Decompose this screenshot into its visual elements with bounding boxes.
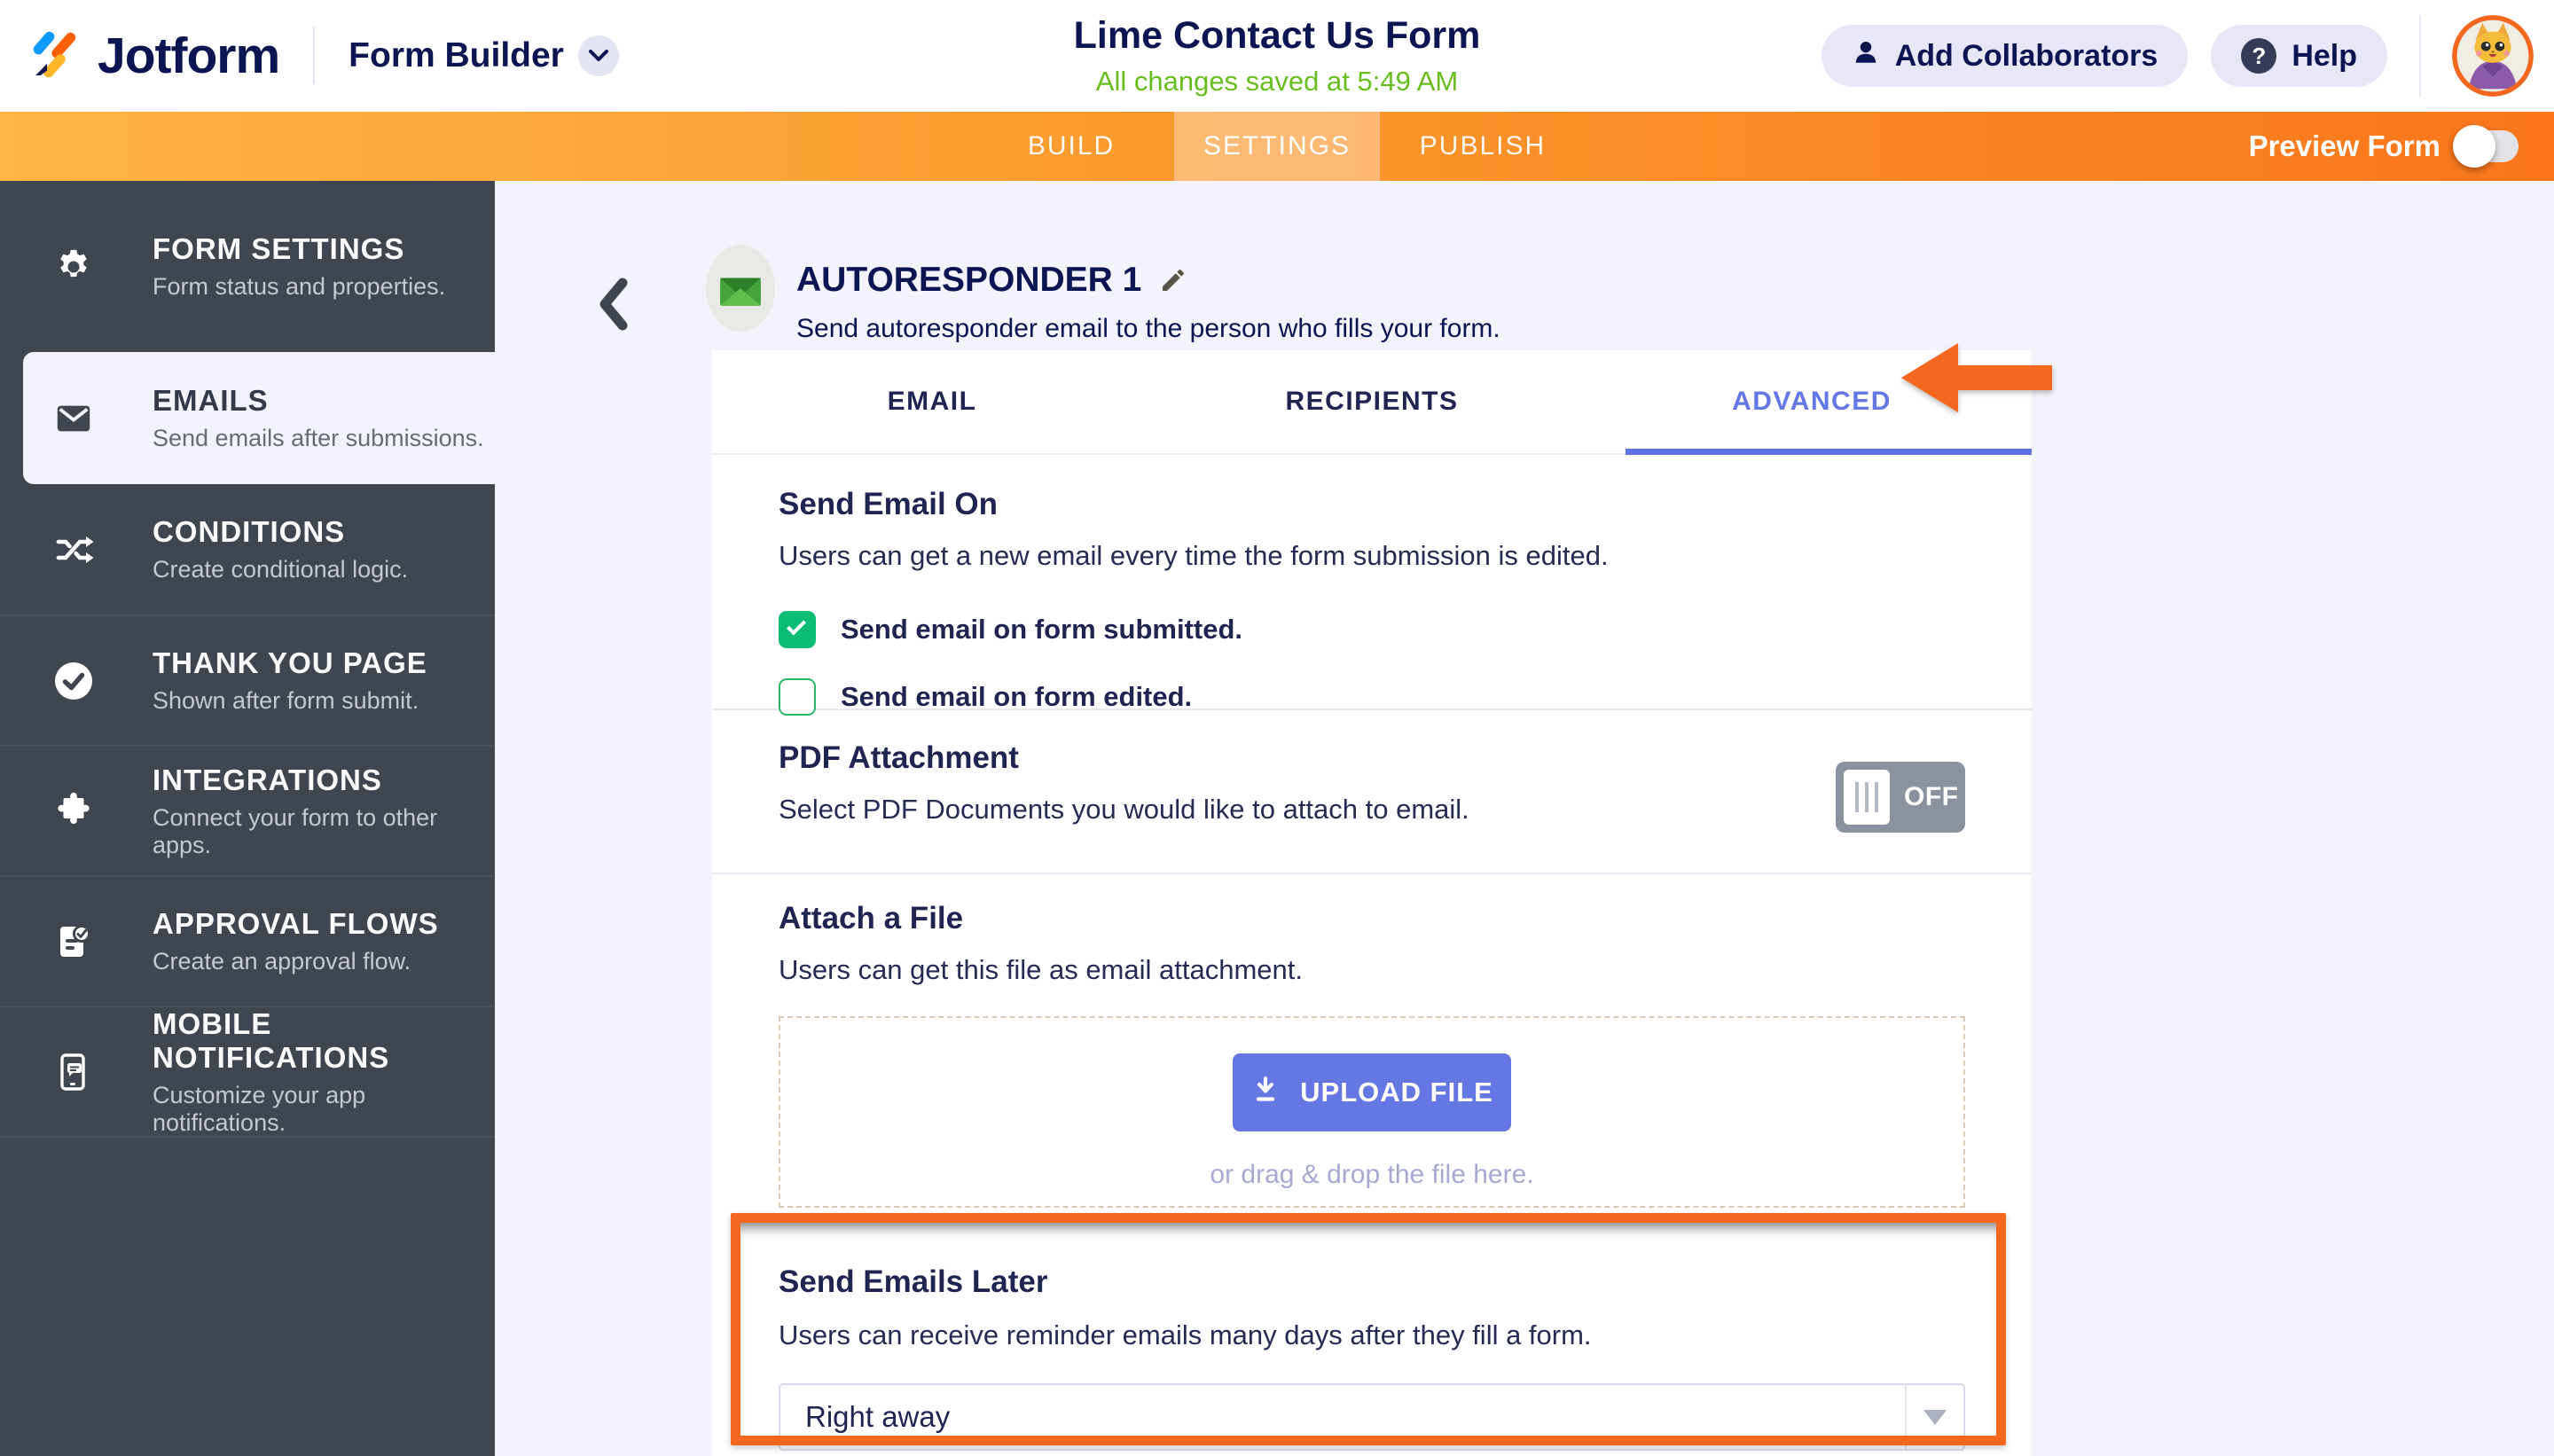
person-icon: [1852, 38, 1880, 74]
dropdown-selected-value: Right away: [805, 1400, 951, 1433]
add-collaborators-button[interactable]: [1821, 25, 2189, 87]
toggle-knob: [2453, 125, 2495, 168]
form-builder-dropdown[interactable]: [349, 35, 619, 76]
header-divider: [313, 27, 315, 84]
edit-pencil-icon[interactable]: [1159, 266, 1187, 294]
help-label: Help: [2292, 38, 2357, 73]
preview-form-control: [2249, 112, 2519, 181]
triangle-down-icon: [1923, 1410, 1947, 1425]
sidebar-item-form-settings[interactable]: [0, 181, 495, 352]
question-icon: ?: [2241, 38, 2276, 74]
section-pdf-attachment: [712, 710, 2032, 874]
file-dropzone[interactable]: [779, 1016, 1965, 1208]
autoresponder-title: AUTORESPONDER 1: [796, 261, 1142, 299]
mobile-icon: [53, 1052, 124, 1092]
pdf-attachment-toggle[interactable]: [1836, 762, 1965, 833]
sidebar-item-description: Customize your app notifications.: [153, 1081, 366, 1136]
sidebar-item-emails[interactable]: [23, 352, 495, 484]
jotform-logo-icon: [30, 28, 82, 84]
checkbox-label: Send email on form edited.: [841, 681, 1193, 712]
header-divider: [2419, 15, 2421, 97]
tab-settings[interactable]: SETTINGS: [1174, 112, 1380, 181]
tab-recipients[interactable]: RECIPIENTS: [1285, 387, 1459, 416]
tab-advanced[interactable]: ADVANCED: [1732, 387, 1892, 416]
download-arrow-icon: [1250, 1074, 1281, 1111]
upload-file-label: UPLOAD FILE: [1300, 1076, 1493, 1108]
sidebar-item-thank-you-page[interactable]: [0, 614, 495, 745]
section-description: Users can get this file as email attachment.: [779, 954, 1303, 985]
shuffle-icon: [53, 529, 124, 570]
dropdown-caret[interactable]: [1905, 1385, 1963, 1449]
sidebar-item-integrations[interactable]: [0, 745, 495, 875]
section-description: Select PDF Documents you would like to attach to email.: [779, 794, 1469, 825]
sidebar-item-label: INTEGRATIONS: [153, 763, 382, 796]
section-title: Attach a File: [779, 901, 964, 935]
preview-form-label: Preview Form: [2248, 129, 2440, 162]
tab-build[interactable]: BUILD: [1027, 131, 1116, 160]
settings-sidebar: [0, 181, 495, 1456]
mode-tabs: [968, 112, 1586, 181]
section-description: Users can receive reminder emails many days after they fill a form.: [779, 1319, 1592, 1350]
avatar[interactable]: [2449, 12, 2536, 99]
sidebar-item-label: EMAILS: [153, 384, 269, 417]
sidebar-item-description: Form status and properties.: [153, 273, 446, 300]
sidebar-item-description: Shown after form submit.: [153, 687, 419, 714]
gear-icon: [53, 247, 124, 287]
tab-email[interactable]: EMAIL: [887, 387, 977, 416]
sidebar-item-label: THANK YOU PAGE: [153, 646, 427, 679]
section-send-email-on: [712, 455, 2032, 710]
section-send-emails-later: [712, 1211, 2032, 1451]
sidebar-item-approval-flows[interactable]: [0, 875, 495, 1006]
sidebar-item-description: Create an approval flow.: [153, 948, 411, 975]
mode-navbar: [0, 112, 2554, 181]
autoresponder-subtitle: Send autoresponder email to the person who fills your form.: [796, 314, 1500, 343]
product-label: Form Builder: [349, 36, 564, 74]
autoresponder-panel: [712, 350, 2032, 1456]
header-actions: [1821, 12, 2536, 99]
section-title: Send Emails Later: [779, 1264, 1048, 1299]
form-title: Lime Contact Us Form: [1073, 14, 1481, 57]
envelope-icon: [53, 398, 124, 439]
approval-doc-icon: [53, 921, 124, 962]
section-attach-file: [712, 874, 2032, 1211]
help-button[interactable]: [2211, 25, 2387, 87]
panel-tabs: [712, 350, 2032, 455]
checkbox-send-on-submitted[interactable]: [779, 611, 1965, 648]
drop-hint: or drag & drop the file here.: [1210, 1160, 1534, 1189]
sidebar-item-label: MOBILE NOTIFICATIONS: [153, 1006, 390, 1074]
autoresponder-header: [796, 261, 1500, 344]
sidebar-filler: [0, 1136, 495, 1456]
settings-content: [495, 181, 2554, 1456]
upload-file-button[interactable]: [1233, 1053, 1511, 1131]
toggle-state-label: OFF: [1904, 782, 1959, 811]
jotform-logo[interactable]: [30, 27, 279, 85]
send-later-dropdown[interactable]: [779, 1383, 1965, 1451]
sidebar-item-mobile-notifications[interactable]: [0, 1006, 495, 1136]
top-header: [0, 0, 2554, 112]
autoresponder-icon: [706, 245, 775, 332]
tab-publish[interactable]: PUBLISH: [1419, 131, 1547, 160]
sidebar-item-conditions[interactable]: [0, 484, 495, 614]
sidebar-item-label: CONDITIONS: [153, 515, 346, 548]
logo-wordmark: Jotform: [98, 27, 280, 84]
checkbox-checked-icon[interactable]: [779, 611, 816, 648]
toggle-knob: [1844, 770, 1890, 825]
chevron-down-icon: [578, 35, 619, 76]
sidebar-item-label: APPROVAL FLOWS: [153, 907, 439, 940]
sidebar-item-label: FORM SETTINGS: [153, 232, 405, 265]
check-circle-icon: [53, 661, 124, 701]
section-title: PDF Attachment: [779, 740, 1019, 775]
sidebar-item-description: Send emails after submissions.: [153, 425, 484, 451]
puzzle-icon: [53, 791, 124, 832]
form-title-block: [1074, 14, 1481, 98]
sidebar-item-description: Create conditional logic.: [153, 556, 409, 583]
sidebar-item-description: Connect your form to other apps.: [153, 803, 438, 858]
active-tab-underline: [1626, 449, 2032, 455]
checkbox-label: Send email on form submitted.: [841, 614, 1242, 645]
section-title: Send Email On: [779, 487, 998, 521]
section-description: Users can get a new email every time the form submission is edited.: [779, 540, 1609, 571]
save-status: All changes saved at 5:49 AM: [1095, 66, 1459, 97]
preview-form-toggle[interactable]: [2460, 130, 2519, 162]
add-collaborators-label: Add Collaborators: [1894, 38, 2158, 73]
back-button[interactable]: [594, 277, 633, 336]
